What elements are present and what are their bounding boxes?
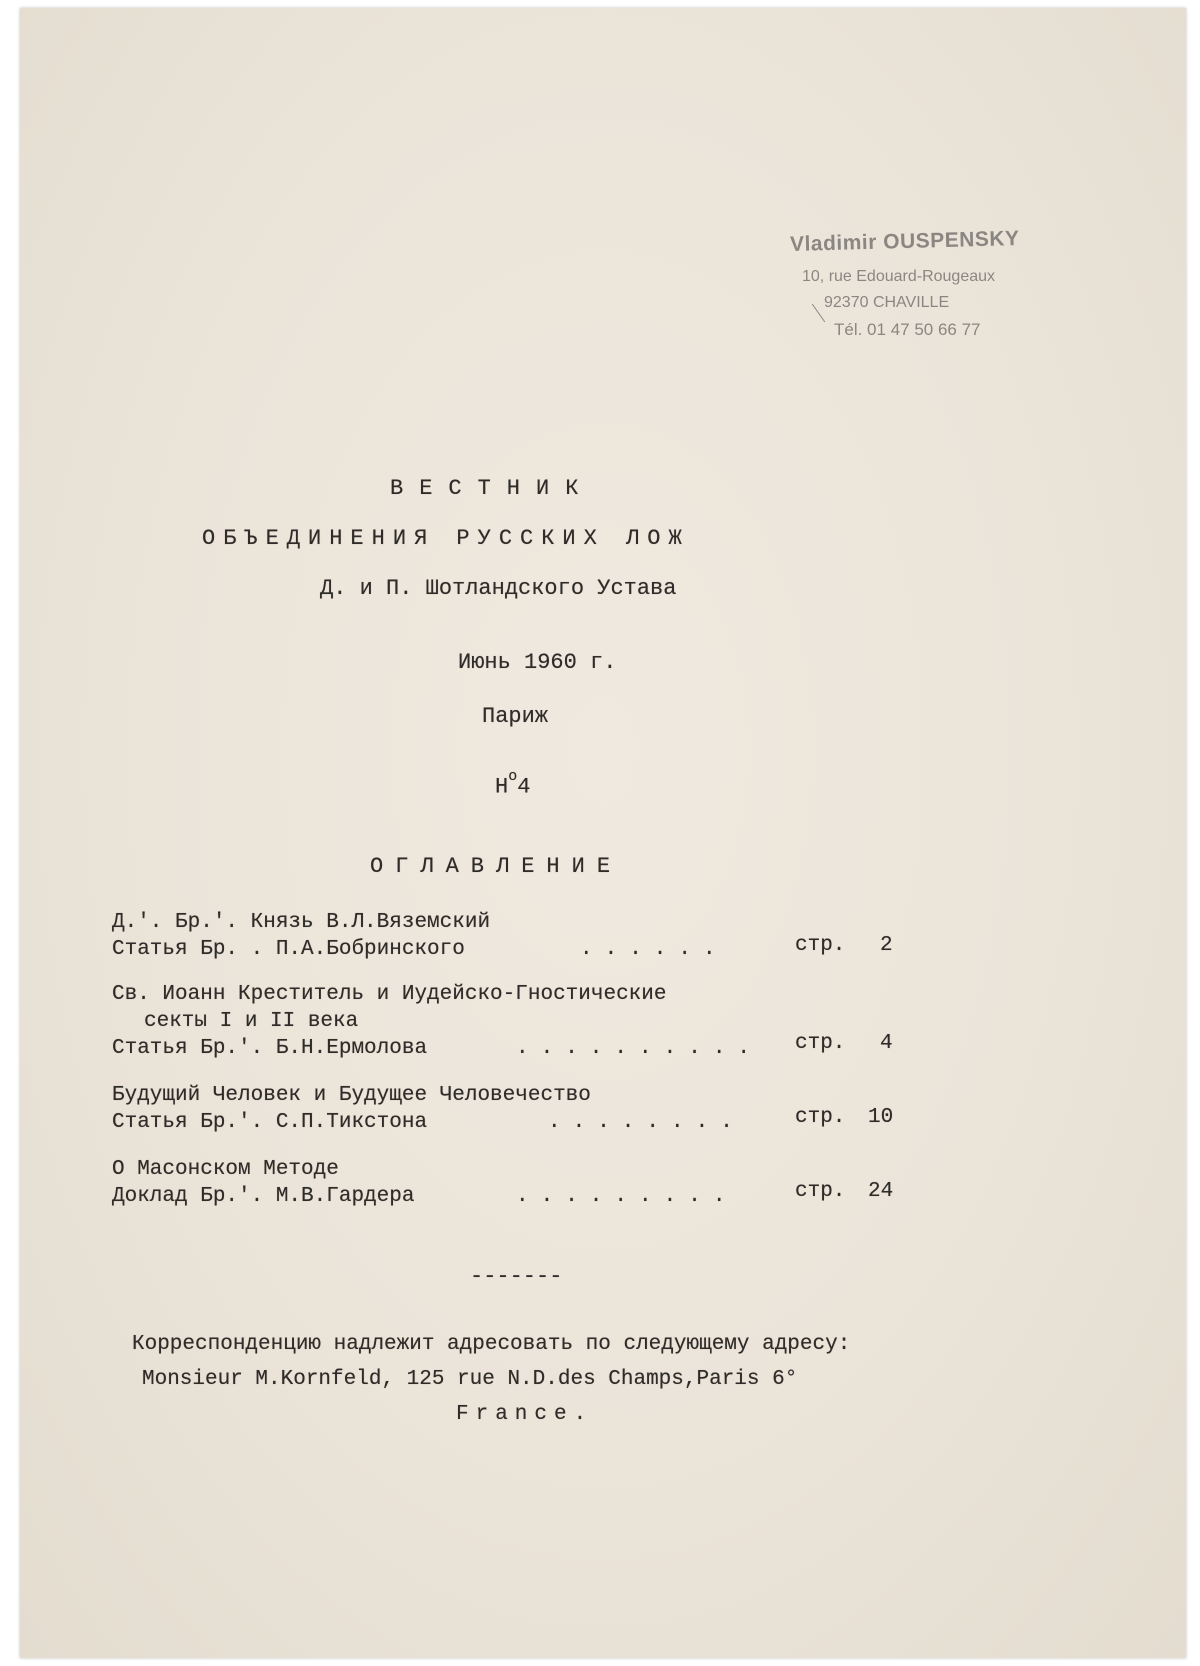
toc-entry-3-page-label: стр.	[795, 1106, 846, 1129]
title-line-3: Д. и П. Шотландского Устава	[320, 576, 677, 601]
issue-number-value: 4	[517, 774, 531, 800]
issue-number	[495, 768, 531, 800]
title-line-1: ВЕСТНИК	[390, 476, 595, 501]
toc-entry-1-page-label: стр.	[795, 934, 846, 957]
toc-entry-4-line-2: Доклад Бр.'. М.В.Гардера	[112, 1185, 415, 1208]
toc-heading: ОГЛАВЛЕНИЕ	[370, 854, 623, 879]
issue-number-sup: о	[508, 768, 518, 785]
toc-entry-4-page: 24	[868, 1180, 894, 1203]
toc-entry-3-page: 10	[868, 1106, 894, 1129]
toc-entry-2-page-label: стр.	[795, 1032, 846, 1055]
issue-place: Париж	[482, 704, 549, 729]
toc-entry-3-leader: ........	[548, 1111, 745, 1134]
toc-entry-2-line-2: секты I и II века	[144, 1010, 359, 1033]
stamp-name: Vladimir OUSPENSKY	[789, 226, 1020, 257]
issue-number-prefix: Н	[495, 774, 509, 800]
issue-date: Июнь 1960 г.	[458, 650, 617, 675]
toc-entry-1-line-2: Статья Бр. . П.А.Бобринского	[112, 938, 465, 961]
correspondence-line-1: Корреспонденцию надлежит адресовать по следующему адресу:	[132, 1333, 851, 1356]
toc-entry-1-page: 2	[880, 934, 893, 957]
toc-entry-1-line-1: Д.'. Бр.'. Князь В.Л.Вяземский	[112, 911, 491, 934]
toc-entry-4-line-1: О Масонском Методе	[112, 1158, 339, 1181]
toc-entry-4-leader: .........	[516, 1185, 738, 1208]
toc-entry-2-line-1: Св. Иоанн Креститель и Иудейско-Гностические	[112, 983, 667, 1006]
toc-entry-4-page-label: стр.	[795, 1180, 846, 1203]
toc-entry-2-leader: ..........	[516, 1037, 763, 1060]
stamp-street: 10, rue Edouard-Rougeaux	[802, 268, 996, 285]
toc-entry-1-leader: ......	[580, 938, 728, 961]
toc-entry-3-line-1: Будущий Человек и Будущее Человечество	[112, 1084, 591, 1107]
toc-entry-2-page: 4	[880, 1032, 893, 1055]
correspondence-country: France.	[456, 1403, 594, 1426]
document-page	[20, 8, 1186, 1658]
title-line-2: ОБЪЕДИНЕНИЯ РУССКИХ ЛОЖ	[202, 526, 690, 551]
toc-entry-3-line-2: Статья Бр.'. С.П.Тикстона	[112, 1111, 428, 1134]
stamp-city: 92370 CHAVILLE	[824, 294, 950, 311]
stamp-phone: Tél. 01 47 50 66 77	[834, 320, 981, 339]
correspondence-address: Monsieur M.Kornfeld, 125 rue N.D.des Champs,Paris 6°	[142, 1368, 798, 1391]
separator: -------	[470, 1264, 563, 1289]
toc-entry-2-line-3: Статья Бр.'. Б.Н.Ермолова	[112, 1037, 428, 1060]
